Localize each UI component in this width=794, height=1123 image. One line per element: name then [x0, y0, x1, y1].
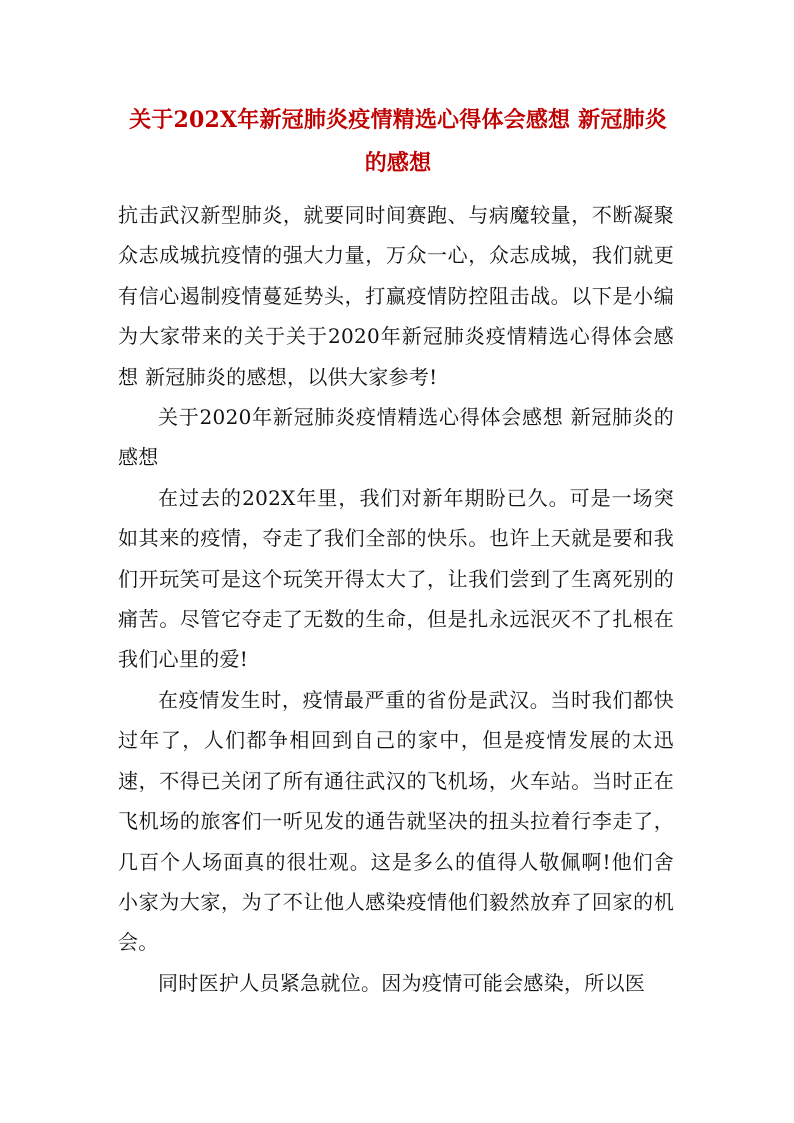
document-title: 关于202X年新冠肺炎疫情精选心得体会感想 新冠肺炎的感想	[129, 107, 667, 176]
paragraph-subtitle: 关于2020年新冠肺炎疫情精选心得体会感想 新冠肺炎的感想	[118, 405, 674, 470]
document-body	[118, 195, 674, 1003]
paragraph-intro: 抗击武汉新型肺炎，就要同时间赛跑、与病魔较量，不断凝聚众志成城抗疫情的强大力量，万众一心，众志成城，我们就更有信心遏制疫情蔓延势头，打赢疫情防控阻击战。以下是小编为大家带来的关于关于2020年新冠肺炎疫情精选心得体会感想 新冠肺炎的感想，以供大家参考!	[118, 203, 674, 389]
paragraph-body-1: 在过去的202X年里，我们对新年期盼已久。可是一场突如其来的疫情，夺走了我们全部的快乐。也许上天就是要和我们开玩笑可是这个玩笑开得太大了，让我们尝到了生离死别的痛苦。尽管它夺走了无数的生命，但是扎永远泯灭不了扎根在我们心里的爱!	[118, 485, 674, 672]
paragraph-body-3: 同时医护人员紧急就位。因为疫情可能会感染，所以医	[158, 970, 646, 995]
paragraph-body-2: 在疫情发生时，疫情最严重的省份是武汉。当时我们都快过年了，人们都争相回到自己的家中，但是疫情发展的太迅速，不得已关闭了所有通往武汉的飞机场，火车站。当时正在飞机场的旅客们一听见发的通告就坚决的扭头拉着行李走了，几百个人场面真的很壮观。这是多么的值得人敬佩啊!他们舍小家为大家，为了不让他人感染疫情他们毅然放弃了回家的机会。	[118, 687, 674, 955]
